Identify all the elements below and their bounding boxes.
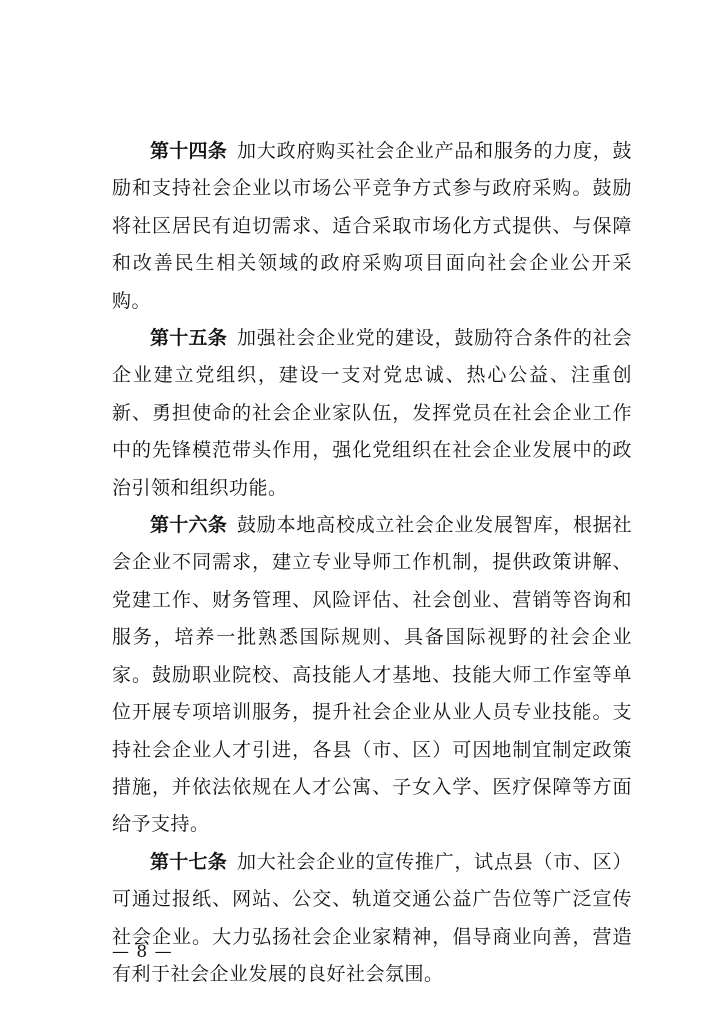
article-15-text: 加强社会企业党的建设，鼓励符合条件的社会企业建立党组织，建设一支对党忠诚、热心公益、注重创新、勇担使命的社会企业家队伍，发挥党员在社会企业工作中的先锋模范带头作用，强化党组织在社会企业发展中的政治引领和组织功能。	[112, 327, 632, 499]
document-body	[112, 133, 632, 993]
article-14-text: 加大政府购买社会企业产品和服务的力度，鼓励和支持社会企业以市场公平竞争方式参与政府采购。鼓励将社区居民有迫切需求、适合采取市场化方式提供、与保障和改善民生相关领域的政府采购项目面向社会企业公开采购。	[112, 140, 632, 312]
article-17-label: 第十七条	[150, 850, 228, 873]
article-14-label: 第十四条	[150, 140, 228, 162]
article-17	[112, 844, 632, 994]
article-16-text: 鼓励本地高校成立社会企业发展智库，根据社会企业不同需求，建立专业导师工作机制，提供政策讲解、党建工作、财务管理、风险评估、社会创业、营销等咨询和服务，培养一批熟悉国际规则、具备国际视野的社会企业家。鼓励职业院校、高技能人才基地、技能大师工作室等单位开展专项培训服务，提升社会企业从业人员专业技能。支持社会企业人才引进，各县（市、区）可因地制宜制定政策措施，并依法依规在人才公寓、子女入学、医疗保障等方面给予支持。	[112, 514, 632, 836]
page-number: — 8 —	[112, 942, 173, 962]
article-15-label: 第十五条	[150, 327, 228, 350]
article-14	[112, 133, 632, 320]
article-17-text: 加大社会企业的宣传推广，试点县（市、区）可通过报纸、网站、公交、轨道交通公益广告位等广泛宣传社会企业。大力弘扬社会企业家精神，倡导商业向善，营造有利于社会企业发展的良好社会氛围。	[112, 850, 632, 985]
article-15	[112, 320, 632, 507]
article-16	[112, 507, 632, 844]
article-16-label: 第十六条	[150, 514, 228, 537]
